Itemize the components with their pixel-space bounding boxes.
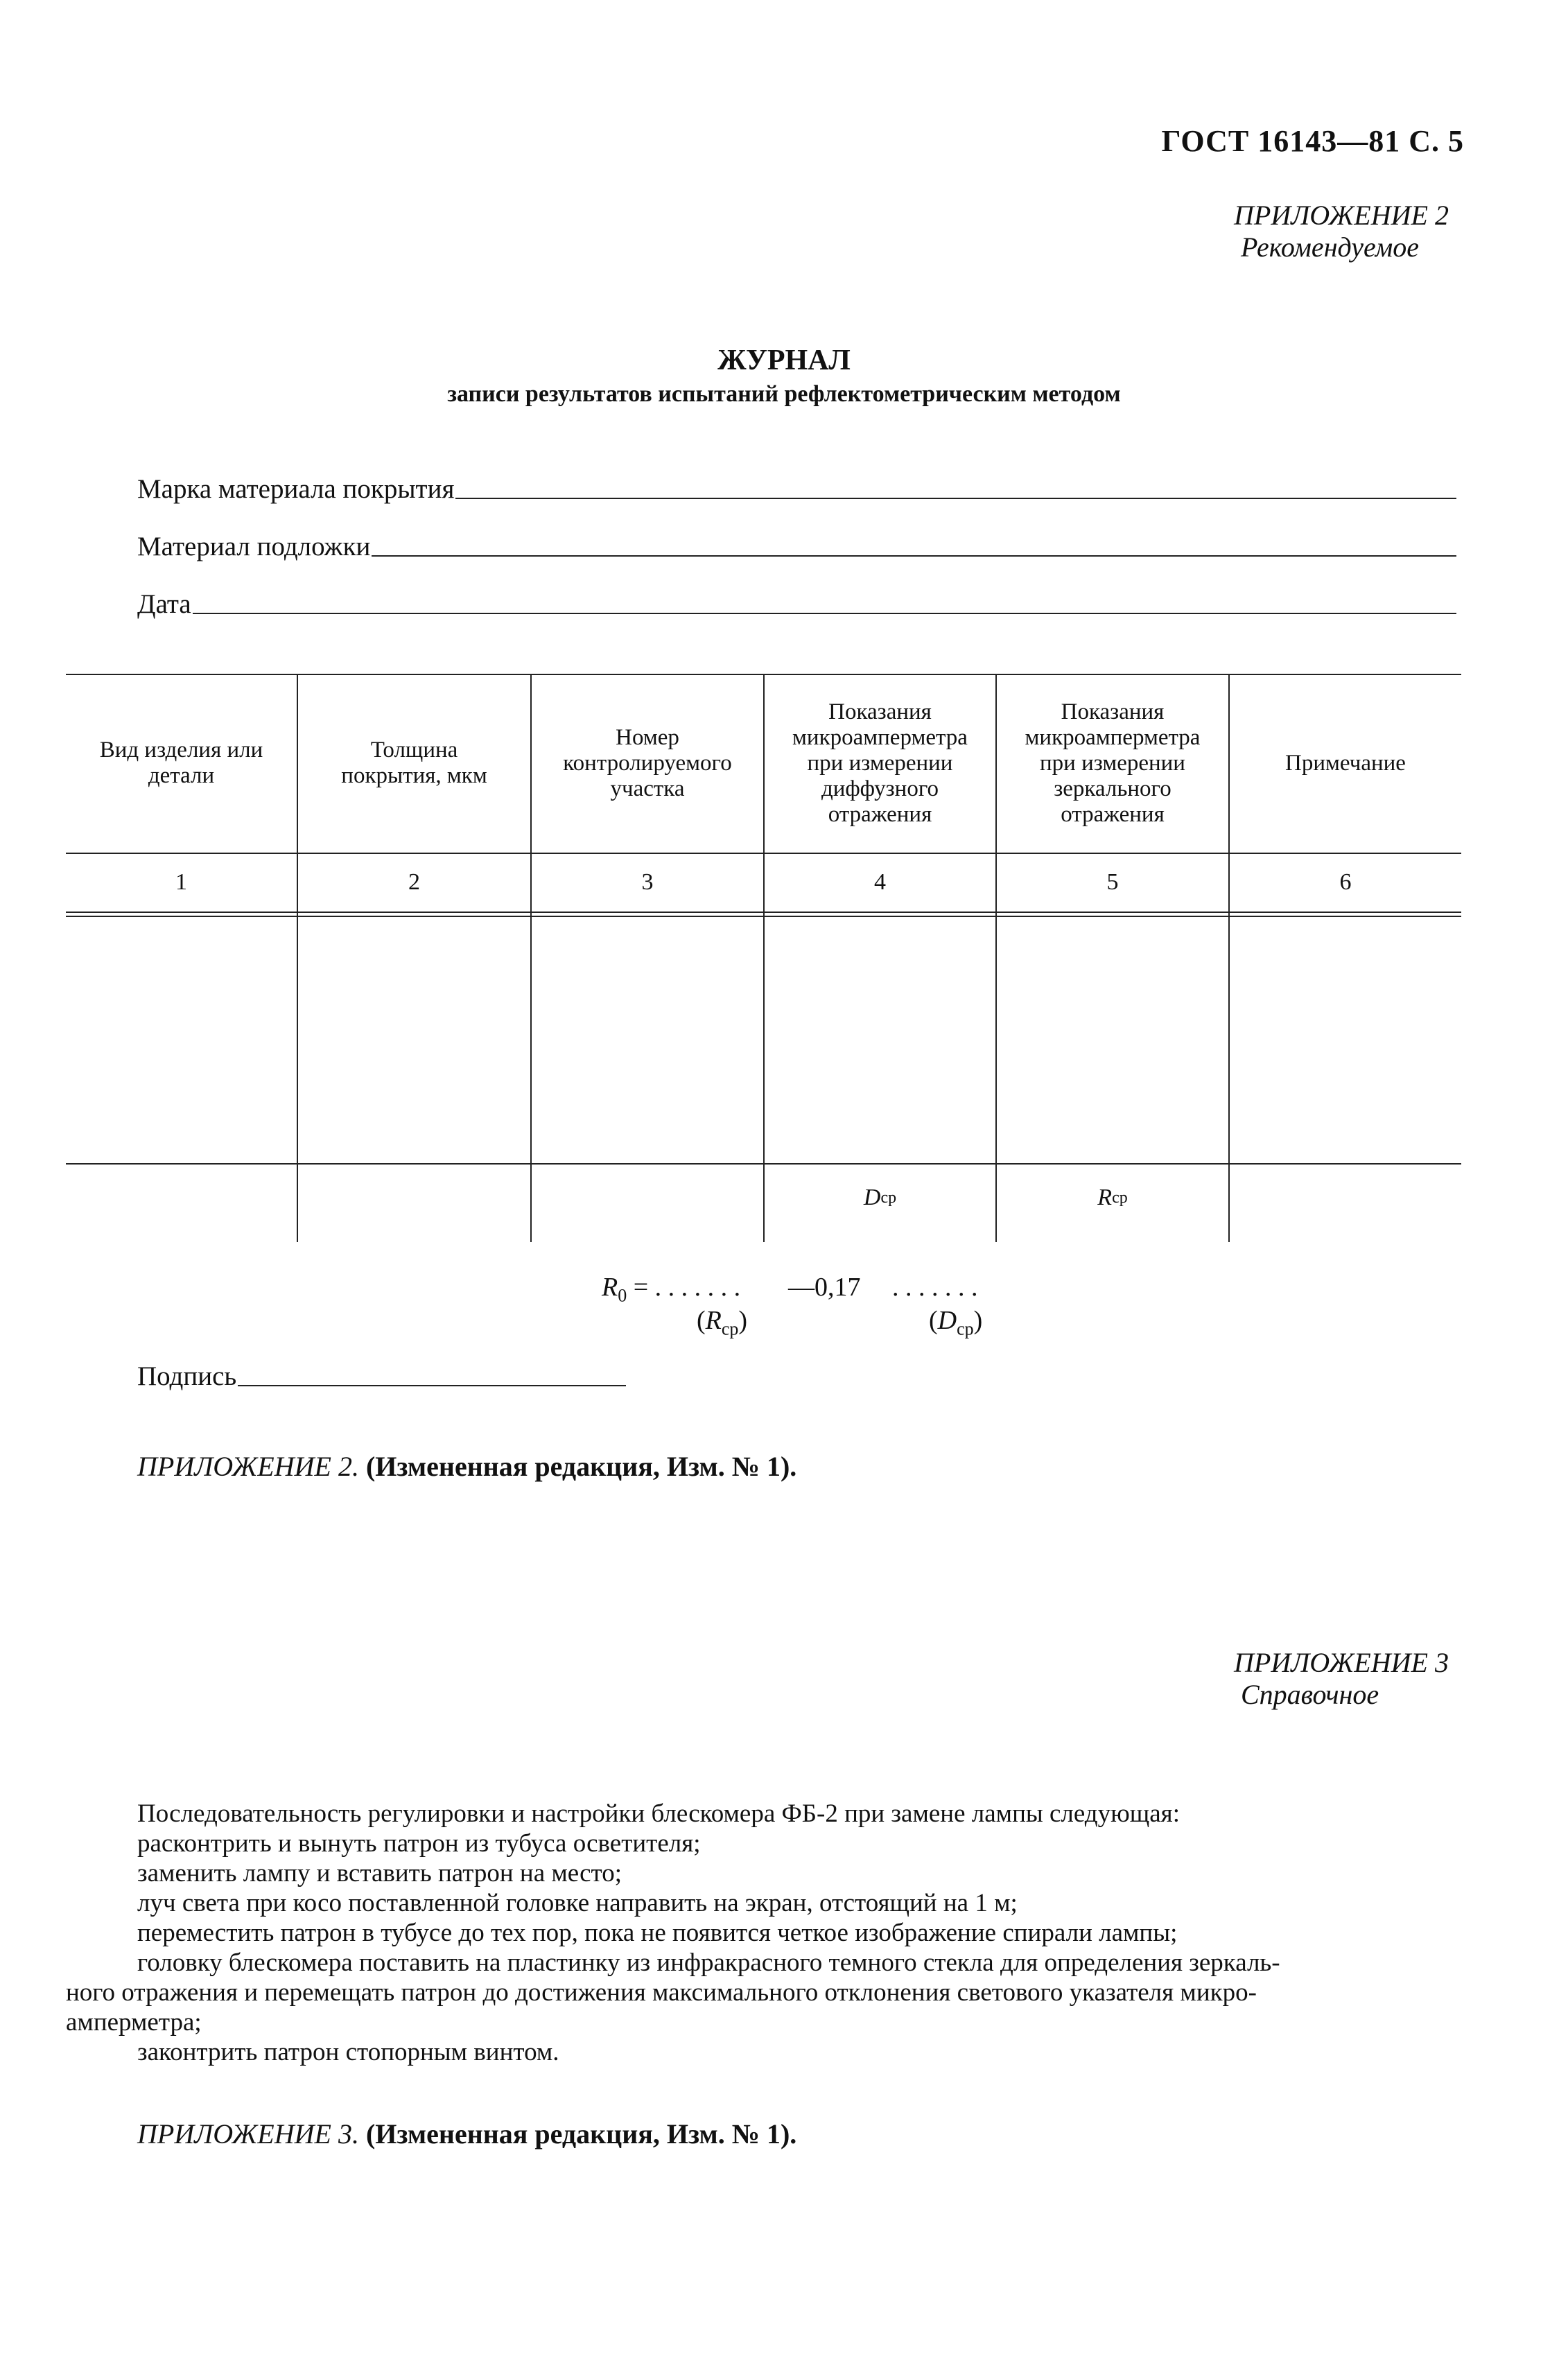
appendix3-note-italic: ПРИЛОЖЕНИЕ 3. — [137, 2118, 359, 2150]
header-diffuse-reading: Показания микроамперметра при измерении диффузного отражения — [792, 699, 968, 827]
appendix3-note — [137, 2118, 796, 2150]
col-number-6: 6 — [1339, 869, 1352, 895]
header-section-number: Номер контролируемого участка — [563, 724, 732, 801]
col-number-3: 3 — [641, 869, 654, 895]
avg-specular-subscript: ср — [1112, 1188, 1128, 1207]
appendix2-note-italic: ПРИЛОЖЕНИЕ 2. — [137, 1451, 359, 1482]
appendix3-heading — [1234, 1647, 1449, 1711]
appendix3-para-6a: головку блескомера поставить на пластинку из инфракрасного темного стекла для определения зеркаль- — [137, 1948, 1280, 1977]
formula-eq: = . . . . . . . — [633, 1273, 741, 1302]
formula-label-r-subscript: ср — [721, 1318, 739, 1339]
appendix3-body — [66, 1799, 1463, 2067]
formula-coefficient: —0,17 — [788, 1273, 861, 1302]
header-specular-reading: Показания микроамперметра при измерении зеркального отражения — [1025, 699, 1201, 827]
formula-label-d: $(D_{ср})$ — [929, 1306, 983, 1339]
appendix3-status: Справочное — [1241, 1679, 1379, 1710]
date-field[interactable] — [137, 588, 1456, 620]
appendix3-para-1: Последовательность регулировки и настройки блескомера ФБ-2 при замене лампы следующая: — [137, 1799, 1180, 1828]
formula-lhs-subscript: 0 — [618, 1285, 627, 1306]
avg-specular-cell — [997, 1163, 1228, 1232]
signature-field[interactable] — [137, 1360, 626, 1392]
date-label: Дата — [137, 589, 191, 619]
substrate-material-label: Материал подложки — [137, 532, 371, 561]
appendix2-status: Рекомендуемое — [1241, 232, 1420, 263]
signature-line[interactable] — [238, 1385, 626, 1386]
avg-diffuse-symbol: D — [863, 1185, 881, 1210]
appendix3-para-2: расконтрить и вынуть патрон из тубуса осветителя; — [137, 1829, 701, 1858]
formula-main — [602, 1272, 740, 1307]
col-number-1: 1 — [175, 869, 187, 895]
coating-material-line[interactable] — [455, 498, 1456, 499]
appendix3-para-6b: ного отражения и перемещать патрон до достижения максимального отклонения светового указателя микро- — [66, 1978, 1257, 2007]
signature-label: Подпись — [137, 1361, 237, 1391]
appendix2-heading — [1234, 200, 1449, 263]
avg-specular-symbol: R — [1097, 1185, 1113, 1210]
coating-material-label: Марка материала покрытия — [137, 474, 455, 504]
formula-label-d-symbol: D — [937, 1306, 957, 1335]
coating-material-field[interactable] — [137, 473, 1456, 505]
substrate-material-line[interactable] — [372, 555, 1456, 557]
appendix2-label: ПРИЛОЖЕНИЕ 2 — [1234, 200, 1449, 231]
journal-table — [66, 674, 1461, 1242]
appendix3-para-4: луч света при косо поставленной головке направить на экран, отстоящий на 1 м; — [137, 1889, 1018, 1917]
appendix3-label: ПРИЛОЖЕНИЕ 3 — [1234, 1647, 1449, 1678]
appendix3-para-3: заменить лампу и вставить патрон на место; — [137, 1859, 622, 1887]
col-number-5: 5 — [1106, 869, 1119, 895]
avg-diffuse-cell — [765, 1163, 995, 1232]
journal-subtitle: записи результатов испытаний рефлектометрическим методом — [447, 381, 1121, 407]
standard-code: ГОСТ 16143—81 С. 5 — [1161, 124, 1464, 158]
avg-diffuse-subscript: ср — [880, 1188, 897, 1207]
appendix3-para-6c: амперметра; — [66, 2008, 202, 2037]
formula-lhs: R — [602, 1273, 618, 1302]
header-coating-thickness: Толщина покрытия, мкм — [341, 738, 487, 788]
header-note: Примечание — [1285, 750, 1406, 776]
appendix2-note-bold: (Измененная редакция, Изм. № 1). — [365, 1451, 797, 1482]
data-entry-area[interactable] — [66, 917, 1461, 1163]
formula-label-d-subscript: ср — [957, 1318, 974, 1339]
appendix2-note — [137, 1450, 796, 1483]
date-line[interactable] — [193, 613, 1456, 614]
appendix3-note-bold: (Измененная редакция, Изм. № 1). — [365, 2118, 797, 2150]
header-item-type: Вид изделия или детали — [99, 738, 263, 788]
substrate-material-field[interactable] — [137, 530, 1456, 562]
formula-label-r-symbol: R — [705, 1306, 722, 1335]
formula-dots: . . . . . . . — [892, 1273, 978, 1302]
formula-label-r: $(R_{ср})$ — [697, 1306, 748, 1339]
col-number-4: 4 — [874, 869, 886, 895]
appendix3-para-7: законтрить патрон стопорным винтом. — [137, 2038, 559, 2066]
col-number-2: 2 — [408, 869, 420, 895]
journal-title: ЖУРНАЛ — [717, 345, 851, 376]
appendix3-para-5: переместить патрон в тубусе до тех пор, пока не появится четкое изображение спирали лампы; — [137, 1919, 1178, 1947]
